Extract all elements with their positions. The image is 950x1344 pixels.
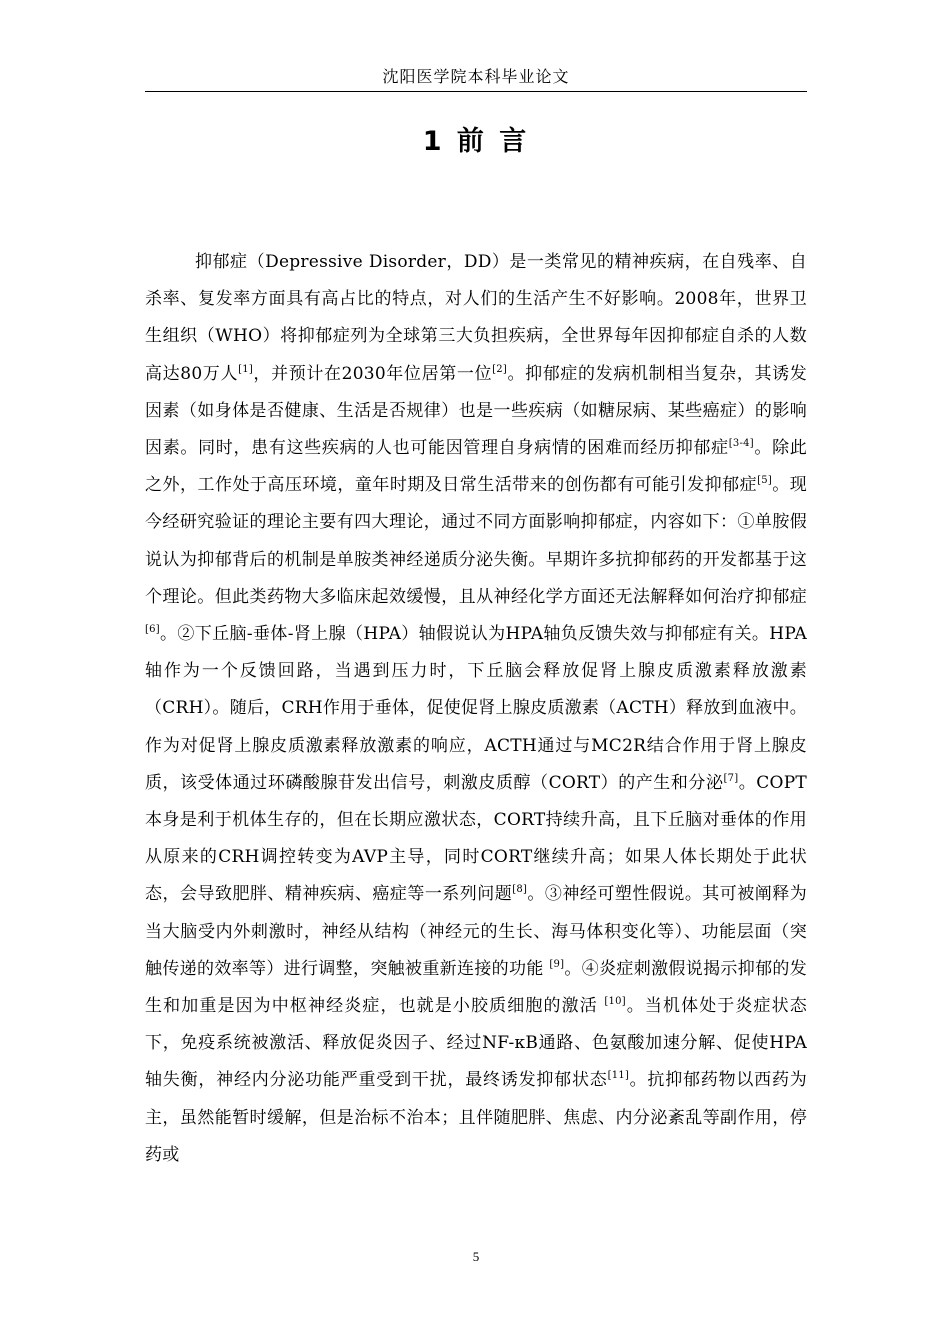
citation: [11] — [607, 1070, 630, 1082]
text-run: 抑郁症（Depressive Disorder，DD）是一类常见的精神疾病，在自残率、自杀率、复发率方面具有高占比的特点，对人们的生活产生不好影响。2008年，世界卫生组织（WHO）将抑郁症列为全球第三大负担疾病，全世界每年因抑郁症自杀的人数高达80万人 — [145, 252, 807, 384]
text-run: 。②下丘脑-垂体-肾上腺（HPA）轴假说认为HPA轴负反馈失效与抑郁症有关。HPA轴作为一个反馈回路，当遇到压力时，下丘脑会释放促肾上腺皮质激素释放激素（CRH）。随后，CRH作用于垂体，促使促肾上腺皮质激素（ACTH）释放到血液中。作为对促肾上腺皮质激素释放激素的响应，ACTH通过与MC2R结合作用于肾上腺皮质，该受体通过环磷酸腺苷发出信号，刺激皮质醇（CORT）的产生和分泌 — [145, 624, 807, 793]
running-header: 沈阳医学院本科毕业论文 — [382, 67, 570, 86]
citation: [2] — [492, 363, 508, 375]
chapter-title: 1 前 言 — [422, 126, 530, 157]
citation: [7] — [723, 772, 739, 784]
body-paragraph — [145, 244, 807, 1174]
citation: [1] — [238, 363, 254, 375]
page-number: 5 — [472, 1249, 480, 1264]
text-run: 。抑郁症的发病机制相当复杂，其诱发因素（如身体是否健康、生活是否规律）也是一些疾病（如糖尿病、某些癌症）的影响因素。同时，患有这些疾病的人也可能因管理自身病情的困难而经历抑郁症 — [145, 363, 808, 459]
text-run: 。④炎症刺激假说揭示抑郁的发生和加重是因为中枢神经炎症，也就是小胶质细胞的激活 — [145, 958, 807, 1017]
text-run: 。COPT本身是利于机体生存的，但在长期应激状态，CORT持续升高，且下丘脑对垂体的作用从原来的CRH调控转变为AVP主导，同时CORT继续升高；如果人体长期处于此状态，会导致肥胖、精神疾病、癌症等一系列问题 — [145, 772, 807, 905]
citation: [6] — [145, 624, 160, 636]
text-run: 。除此之外，工作处于高压环境，童年时期及日常生活带来的创伤都有可能引发抑郁症 — [145, 438, 808, 496]
citation: [9] — [549, 958, 565, 970]
text-run: 。现今经研究验证的理论主要有四大理论，通过不同方面影响抑郁症，内容如下：①单胺假说认为抑郁背后的机制是单胺类神经递质分泌失衡。早期许多抗抑郁药的开发都基于这个理论。但此类药物大多临床起效缓慢，且从神经化学方面还无法解释如何治疗抑郁症 — [145, 475, 808, 607]
citation: [10] — [604, 996, 626, 1008]
text-run: 。抗抑郁药物以西药为主，虽然能暂时缓解，但是治标不治本；且伴随肥胖、焦虑、内分泌紊乱等副作用，停药或 — [145, 1070, 808, 1165]
text-run: 。当机体处于炎症状态下，免疫系统被激活、释放促炎因子、经过NF-κB通路、色氨酸加速分解、促使HPA轴失衡，神经内分泌功能严重受到干扰，最终诱发抑郁状态 — [145, 996, 808, 1091]
citation: [3-4] — [728, 438, 754, 450]
citation: [8] — [512, 884, 528, 896]
text-run: ，并预计在2030年位居第一位 — [253, 363, 493, 384]
header-divider — [145, 91, 807, 92]
text-run: 。③神经可塑性假说。其可被阐释为当大脑受内外刺激时，神经从结构（神经元的生长、海马体积变化等）、功能层面（突触传递的效率等）进行调整，突触被重新连接的功能 — [145, 884, 808, 979]
citation: [5] — [757, 475, 773, 487]
